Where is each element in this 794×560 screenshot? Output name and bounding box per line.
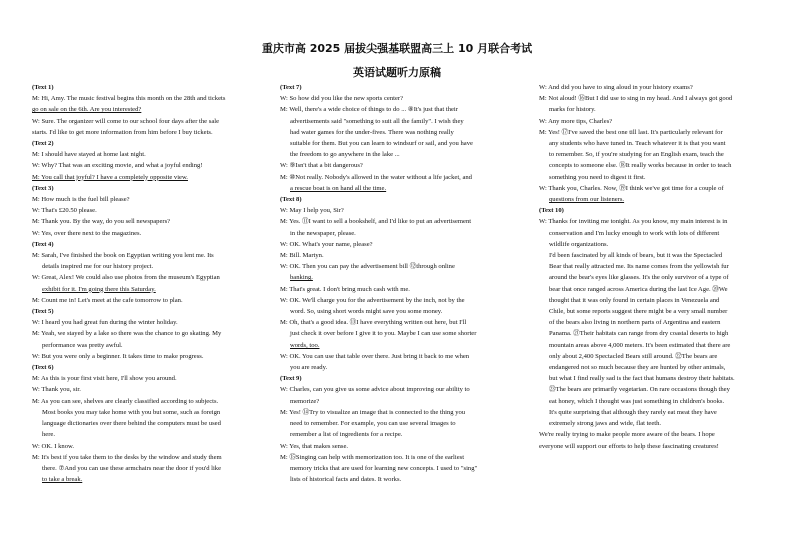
transcript-line: W: Thank you, Charles. Now, ⑲I think we've got time for a couple of <box>539 184 724 192</box>
transcript-line: M: Sarah, I've finished the book on Egyptian writing you lent me. Its <box>32 252 214 260</box>
transcript-line: M: ⑩Not really. Nobody's allowed in the water without a life jacket, and <box>280 173 472 181</box>
transcript-line: M: Thank you. By the way, do you sell newspapers? <box>32 218 171 226</box>
transcript-line: word. So, using short words might save you some money. <box>290 308 443 316</box>
transcript-line: remember a list of ingredients for a recipe. <box>290 431 403 439</box>
column-right <box>539 82 791 452</box>
transcript-line: had water games for the under-fives. There was nothing really <box>290 128 454 136</box>
transcript-line: M: Bill. Martyn. <box>280 252 324 260</box>
page-title: 重庆市高 2025 届拔尖强基联盟高三上 10 月联合考试 <box>261 42 533 55</box>
transcript-line: M: As this is your first visit here, I'll show you around. <box>32 375 177 383</box>
transcript-line: W: Yes, over there next to the magazines. <box>32 229 142 237</box>
section-heading: (Text 3) <box>32 184 54 192</box>
transcript-line: there. ⑦And you can use these armchairs near the door if you'd like <box>42 464 222 472</box>
transcript-line: M: Hi, Amy. The music festival begins this month on the 28th and tickets <box>32 95 226 103</box>
transcript-line: mountain areas above 4,000 meters. It's been estimated that there are <box>549 341 731 349</box>
transcript-line: W: Why? That was an exciting movie, and what a joyful ending! <box>32 162 203 170</box>
transcript-line: M: Yes! ⑰I've saved the best one till last. It's particularly relevant for <box>539 128 723 136</box>
transcript-line: M: Well, there's a wide choice of things to do ... ⑧It's just that their <box>280 106 458 114</box>
transcript-line: you are ready. <box>290 364 328 372</box>
transcript-line: banking. <box>290 274 313 282</box>
transcript-line: Chile, but some reports suggest there might be a very small number <box>549 308 728 316</box>
transcript-line: W: That's £20.50 please. <box>32 207 97 215</box>
transcript-line: Most books you may take home with you but some, such as foreign <box>42 408 221 416</box>
transcript-line: M: Yes! ⑭Try to visualize an image that is connected to the thing you <box>280 408 466 416</box>
transcript-line: any students who have tuned in. Teach whatever it is that you want <box>549 140 726 148</box>
transcript-line: exhibit for it. I'm going there this Saturday. <box>42 285 156 293</box>
transcript-line: here. <box>42 431 55 439</box>
transcript-line: thought that it was only found in certain places in Venezuela and <box>549 296 720 304</box>
transcript-line: W: OK. You can use that table over there. Just bring it back to me when <box>280 352 470 360</box>
transcript-line: concepts to someone else. ⑱It really works because in order to teach <box>549 162 732 170</box>
transcript-line: M: As you can see, shelves are clearly classified according to subjects. <box>32 397 219 405</box>
section-heading: (Text 6) <box>32 364 54 372</box>
transcript-line: W: Charles, can you give us some advice about improving our ability to <box>280 386 470 394</box>
transcript-line: W: Great, Alex! We could also use photos from the museum's Egyptian <box>32 274 220 282</box>
transcript-line: go on sale on the 6th. Are you interested? <box>32 106 142 114</box>
transcript-line: wildlife organizations. <box>549 240 609 248</box>
transcript-line: details inspired me for our history project. <box>42 263 154 271</box>
transcript-line: to take a break. <box>42 476 83 484</box>
transcript-line: M: Yes. ⑪I want to sell a bookshelf, and I'd like to put an advertisement <box>280 218 472 226</box>
transcript-line: W: ⑨Isn't that a bit dangerous? <box>280 162 363 170</box>
transcript-line: W: But you were only a beginner. It takes time to make progress. <box>32 352 204 360</box>
transcript-line: W: Sure. The organizer will come to our school four days after the sale <box>32 117 220 125</box>
column-middle <box>280 82 538 485</box>
transcript-line: language dictionaries over there behind the computers must be used <box>42 420 221 428</box>
transcript-line: advertisements said "something to suit all the family". I wish they <box>290 117 464 125</box>
transcript-line: words, too. <box>290 341 320 349</box>
transcript-line: W: OK. We'll charge you for the advertisement by the inch, not by the <box>280 296 465 304</box>
transcript-line: of the bears also living in northern parts of Argentina and eastern <box>549 319 721 327</box>
transcript-line: M: ⑮Singing can help with memorization too. It is one of the earliest <box>280 453 465 461</box>
transcript-line: M: Count me in! Let's meet at the cafe tomorrow to plan. <box>32 296 183 304</box>
transcript-line: eat honey, which I thought was just something in children's books. <box>549 397 725 405</box>
transcript-line: M: Not aloud! ⑯But I did use to sing in my head. And I always got good <box>539 95 733 103</box>
transcript-line: a rescue boat is on hand all the time. <box>290 184 387 192</box>
section-heading: (Text 8) <box>280 196 302 204</box>
transcript-line: to remember. So, if you're studying for an English exam, teach the <box>549 151 724 159</box>
transcript-line: M: You call that joyful? I have a completely opposite view. <box>32 173 188 181</box>
transcript-line: M: That's great. I don't bring much cash with me. <box>280 285 410 293</box>
transcript-line: conservation and I'm lucky enough to work with lots of different <box>549 229 720 237</box>
section-heading: (Text 9) <box>280 375 302 383</box>
transcript-line: It's quite surprising that although they rarely eat meat they have <box>549 408 717 416</box>
transcript-line: We're really trying to make people more aware of the bears. I hope <box>539 431 715 439</box>
transcript-line: W: OK. I know. <box>32 442 74 450</box>
transcript-line: around the bear's eyes like glasses. It's the only survivor of a type of <box>549 274 729 282</box>
transcript-line: extremely strong jaws and wide, flat teeth. <box>549 420 662 428</box>
column-left <box>32 82 290 485</box>
transcript-line: memorize? <box>290 397 320 405</box>
transcript-line: the freedom to go anywhere in the lake ... <box>290 151 400 159</box>
transcript-line: lists of historical facts and dates. It works. <box>290 476 402 484</box>
transcript-line: questions from our listeners. <box>549 196 625 204</box>
section-heading: (Text 7) <box>280 84 302 91</box>
transcript-line: W: OK. What's your name, please? <box>280 240 373 248</box>
transcript-line: W: May I help you, Sir? <box>280 207 344 215</box>
transcript-line: need to remember. For example, you can use several images to <box>290 420 456 428</box>
section-heading: (Text 10) <box>539 207 564 215</box>
transcript-line: Bear that really attracted me. Its name comes from the yellowish fur <box>549 263 729 271</box>
transcript-line: something you need to digest it first. <box>549 173 646 181</box>
section-heading: (Text 2) <box>32 140 54 148</box>
transcript-line: W: Thank you, sir. <box>32 386 81 394</box>
section-heading: (Text 1) <box>32 84 54 91</box>
page-subtitle: 英语试题听力原稿 <box>353 66 441 79</box>
section-heading: (Text 4) <box>32 240 54 248</box>
transcript-line: just check it over before I give it to you. Maybe I can use some shorter <box>290 330 477 338</box>
transcript-line: M: Yeah, we stayed by a lake so there was the chance to go skating. My <box>32 330 222 338</box>
transcript-line: starts. I'd like to get more information from him before I buy tickets. <box>32 128 213 136</box>
transcript-line: endangered not so much because they are hunted by other animals, <box>549 364 726 372</box>
transcript-line: W: OK. Then you can pay the advertisement bill ⑫through online <box>280 263 455 271</box>
transcript-line: everyone will support our efforts to help these fascinating creatures! <box>539 442 719 450</box>
transcript-line: only about 2,400 Spectacled Bears still around. ㉒The bears are <box>549 352 718 360</box>
transcript-line: bear that once ranged across America during the last Ice Age. ⑳We <box>549 285 728 293</box>
section-heading: (Text 5) <box>32 308 54 316</box>
transcript-line: W: I heard you had great fun during the winter holiday. <box>32 319 178 327</box>
transcript-line: performance was pretty awful. <box>42 341 123 349</box>
transcript-line: W: Any more tips, Charles? <box>539 117 613 125</box>
transcript-line: M: It's best if you take them to the desks by the window and study them <box>32 453 222 461</box>
transcript-line: ㉓The bears are primarily vegetarian. On rare occasions though they <box>549 386 730 394</box>
transcript-line: M: Oh, that's a good idea. ⑬I have everything written out here, but I'll <box>280 319 467 327</box>
transcript-line: in the newspaper, please. <box>290 229 356 237</box>
transcript-line: memory tricks that are used for learning new concepts. I used to "sing" <box>290 464 478 472</box>
transcript-line: suitable for them. But you can learn to windsurf or sail, and you have <box>290 140 473 148</box>
transcript-line: W: Thanks for inviting me tonight. As you know, my main interest is in <box>539 218 728 226</box>
transcript-line: W: So how did you like the new sports center? <box>280 95 403 103</box>
transcript-line: M: I should have stayed at home last night. <box>32 151 146 159</box>
transcript-line: marks for history. <box>549 106 596 114</box>
transcript-line: W: Yes, that makes sense. <box>280 442 349 450</box>
transcript-line: Panama. ㉑Their habitats can range from dry coastal deserts to high <box>549 330 729 338</box>
transcript-line: W: And did you have to sing aloud in your history exams? <box>539 84 693 91</box>
transcript-line: M: How much is the fuel bill please? <box>32 196 130 204</box>
transcript-line: I'd been fascinated by all kinds of bears, but it was the Spectacled <box>549 252 723 260</box>
transcript-line: but what I find really sad is the fact that humans destroy their habitats. <box>549 375 735 383</box>
